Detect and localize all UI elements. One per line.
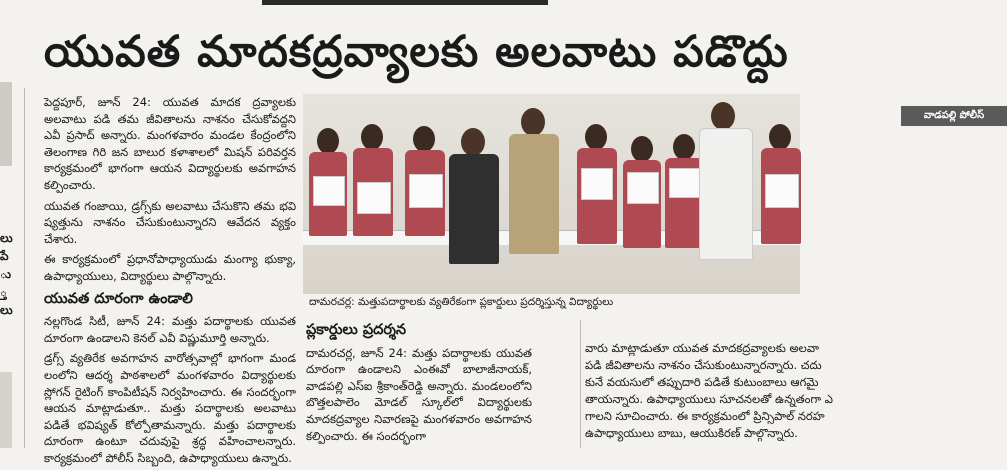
top-rule — [262, 0, 548, 5]
fragment-3: ు — [0, 267, 12, 281]
article-line: ఉపాధ్యాయులు బాబు, ఆయుకిరణ్ పాల్గొన్నారు. — [585, 426, 798, 440]
article-paragraph: యువత గంజాయి, డ్రగ్స్‌కు అలవాటు చేసుకొని తమ భవి ష్యత్తును నాశనం చేసుకుంటున్నారని ఆవేదన వ్యక్తం చేశారు. — [44, 198, 296, 246]
headline: యువత మాదకద్రవ్యాలకు అలవాటు పడొద్దు — [44, 27, 789, 77]
article-paragraph: పెద్దపూర్, జూన్ 24: యువత మాదక ద్రవ్యాలకు అలవాటు పడి తమ జీవితాలను నాశనం చేసుకోవద్దని ఎవీ ప్రసాద్ అన్నారు. మంగళవారం మండల కేంద్రంలోని తెలంగాణ గిరి జన బాలుర కళాశాలలో మిషన్ పరివర్తన కార్యక్రమంలో భాగంగా ఆయన విద్యార్థులకు అవగాహన కల్పించారు. — [44, 95, 296, 192]
column-divider — [580, 320, 581, 448]
subheading: యువత దూరంగా ఉండాలి — [44, 290, 193, 307]
subheading: ప్లకార్డులు ప్రదర్శన — [306, 322, 407, 338]
news-photo — [303, 94, 985, 294]
column-divider — [24, 88, 25, 448]
article-paragraph: నల్లగొండ సిటీ, జూన్ 24: మత్తు పదార్థాలకు యువత దూరంగా ఉండాలని కెనల్ ఎవీ విష్ణుమూర్తి అన్నారు. — [44, 314, 296, 345]
article-right — [585, 340, 833, 448]
fragment-1: లు — [0, 231, 13, 245]
photo-caption: దామరచర్ల: మత్తుపదార్థాలకు వ్యతిరేకంగా ప్లకార్డులు ప్రదర్శిస్తున్న విద్యార్థులు — [309, 296, 614, 308]
article-line: తాయన్నారు. ఉపాధ్యాయులు సూచనలతో ఉన్నతంగా ఎ — [585, 392, 833, 406]
previous-photo-fragment — [0, 82, 12, 166]
police-board: వాడపల్లి పోలీస్ — [901, 106, 1007, 126]
article-line: కునే వయసులో తప్పుదారి పడితే కుటుంబాలు ఆగమై — [585, 375, 819, 389]
previous-photo-fragment-2 — [0, 372, 12, 448]
fragment-2: పే — [0, 249, 9, 263]
article-paragraph: దామరచర్ల, జూన్ 24: మత్తు పదార్థాలకు యువత దూరంగా ఉండాలని ఎంఈవో బాలాజీనాయక్, వాడపల్లి ఎస్ఐ శ్రీకాంత్‌రెడ్డి అన్నారు. మండలంలోని బొత్తలపాలెం మోడల్ స్కూల్‌లో విద్యార్థులకు మాదకద్రవ్యాల నివారణపై మంగళవారం అవగాహన కల్పించారు. ఈ సందర్భంగా — [306, 345, 532, 443]
previous-column-fragment — [0, 0, 22, 448]
article-middle — [306, 322, 532, 444]
fragment-4: ్త — [0, 285, 7, 299]
article-line: వారు మాట్లాడుతూ యువత మాదకద్రవ్యాలకు అలవా — [585, 341, 819, 355]
article-line: గాలని సూచించారు. ఈ కార్యక్రమంలో ప్రిన్సిపాల్ నరహ — [585, 409, 825, 423]
article-left — [44, 94, 296, 470]
article-line: పడి జీవితాలను నాశనం చేసుకుంటున్నారన్నారు. చదు — [585, 358, 822, 372]
article-paragraph: డ్రగ్స్ వ్యతిరేక అవగాహన వారోత్సవాల్లో భాగంగా మండ లంలోని ఆదర్శ పాఠశాలలో మంగళవారం విద్యార్థులకు స్లోగన్ రైటింగ్ కాంపిటీషన్ నిర్వహించారు. ఈ సందర్భంగా ఆయన మాట్లాడుతూ.. మత్తు పదార్థాలకు అలవాటు పడితే భవిష్యత్ కోల్పోతామన్నారు. మత్తు పదార్థాలకు దూరంగా ఉంటూ చదువుపై శ్రద్ధ వహించాలన్నారు. కార్యక్రమంలో పోలీస్ సిబ్బంది, ఉపాధ్యాయులు ఉన్నారు. — [44, 351, 296, 465]
article-paragraph: ఈ కార్యక్రమంలో ప్రధానోపాధ్యాయుడు మంగ్యా భుక్యా, ఉపాధ్యాయులు, విద్యార్థులు పాల్గొన్నారు. — [44, 252, 296, 283]
fragment-5: లు — [0, 303, 13, 317]
